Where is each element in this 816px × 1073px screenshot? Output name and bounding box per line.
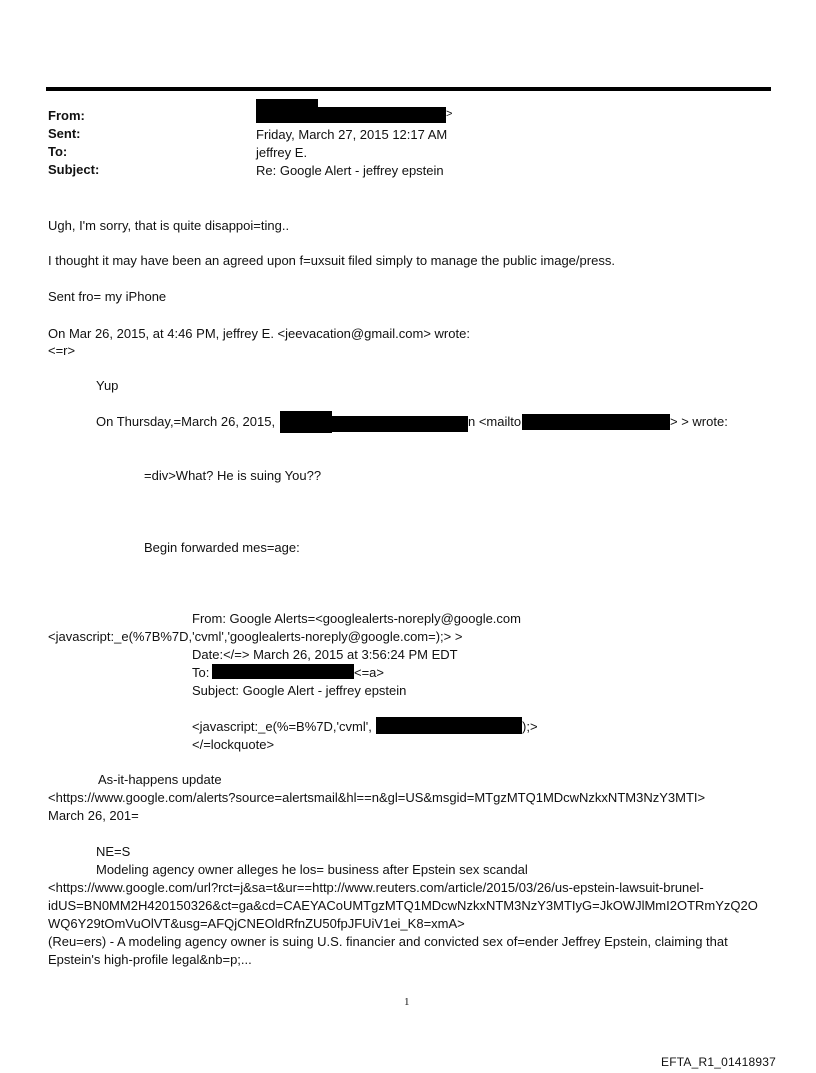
subject-value: Re: Google Alert - jeffrey epstein [256, 163, 444, 178]
quote-intro: On Mar 26, 2015, at 4:46 PM, jeffrey E. <jeevacation@gmail.com> wrote: [48, 326, 470, 341]
from-redaction-a [256, 99, 318, 123]
begin-forwarded: Begin forwarded mes=age: [144, 540, 300, 555]
from-redaction-b [318, 107, 446, 123]
redaction-sender-a [280, 411, 332, 433]
reply-yup: Yup [96, 378, 119, 393]
body-paragraph-2: I thought it may have been an agreed upon f=uxsuit filed simply to manage the public image/press. [48, 253, 615, 268]
lockquote-tag: </=lockquote> [192, 737, 275, 752]
news-snippet-1: (Reu=ers) - A modeling agency owner is suing U.S. financier and convicted sex of=ender Jeffrey Epstein, claiming that [48, 934, 728, 949]
forwarded-to-label: To: [192, 665, 210, 680]
news-url-line-3: WQ6Y29tOmVuOlVT&usg=AFQjCNEOldRfnZU50fpJFUiV1ei_K8=xmA> [48, 916, 465, 931]
sent-label: Sent: [48, 126, 81, 141]
from-label: From: [48, 108, 85, 123]
forwarded-date: Date:</=> March 26, 2015 at 3:56:24 PM EDT [192, 647, 458, 662]
forwarded-javascript-link: <javascript:_e(%7B%7D,'cvml','googlealerts-noreply@google.com=);> > [48, 629, 463, 644]
redaction-sender-b [332, 416, 468, 432]
javascript-link-2: <javascript:_e(%=B%7D,'cvml', [192, 719, 372, 734]
alert-url: <https://www.google.com/alerts?source=alertsmail&hl==n&gl=US&msgid=MTgzMTQ1MDcwNzkxNTM3NzY3MTI> [48, 790, 706, 805]
redaction-mailto [522, 414, 670, 430]
forwarded-subject: Subject: Google Alert - jeffrey epstein [192, 683, 407, 698]
alert-date: March 26, 201= [48, 808, 139, 823]
what-line: =div>What? He is suing You?? [144, 468, 322, 483]
forwarded-to-suffix: <=a> [354, 665, 385, 680]
redaction-forwarded-to [212, 664, 354, 679]
news-url-line-1: <https://www.google.com/url?rct=j&sa=t&ur==http://www.reuters.com/article/2015/03/26/us-epstein-lawsuit-brunel- [48, 880, 704, 895]
subject-label: Subject: [48, 162, 100, 177]
body-paragraph-3: Sent fro= my iPhone [48, 289, 167, 304]
news-snippet-2: Epstein's high-profile legal&nb=p;... [48, 952, 252, 967]
javascript-link-2-suffix: );> [522, 719, 538, 734]
header-rule [46, 87, 771, 91]
news-url-line-2: idUS=BN0MM2H420150326&ct=ga&cd=CAEYACoUMTgzMTQ1MDcwNzkxNTM3NzY3MTIyG=JkOWJlMmI2OTRmYzQ2O [48, 898, 758, 913]
on-thursday-text: On Thursday,=March 26, 2015, [96, 414, 276, 429]
from-value-suffix: > [446, 108, 453, 120]
sent-value: Friday, March 27, 2015 12:17 AM [256, 127, 448, 142]
page-number: 1 [404, 996, 410, 1008]
to-label: To: [48, 144, 68, 159]
on-thursday-wrote: > > wrote: [670, 414, 728, 429]
to-value: jeffrey E. [256, 145, 308, 160]
news-headline: Modeling agency owner alleges he los= business after Epstein sex scandal [96, 862, 528, 877]
quote-break: <=r> [48, 343, 76, 358]
as-it-happens: As-it-happens update [98, 772, 222, 787]
body-paragraph-1: Ugh, I'm sorry, that is quite disappoi=ting.. [48, 218, 290, 233]
news-label: NE=S [96, 844, 131, 859]
redaction-javascript [376, 717, 522, 734]
document-id: EFTA_R1_01418937 [661, 1055, 777, 1069]
on-thursday-mailto: n <mailto [468, 414, 522, 429]
forwarded-from: From: Google Alerts=<googlealerts-noreply@google.com [192, 611, 521, 626]
